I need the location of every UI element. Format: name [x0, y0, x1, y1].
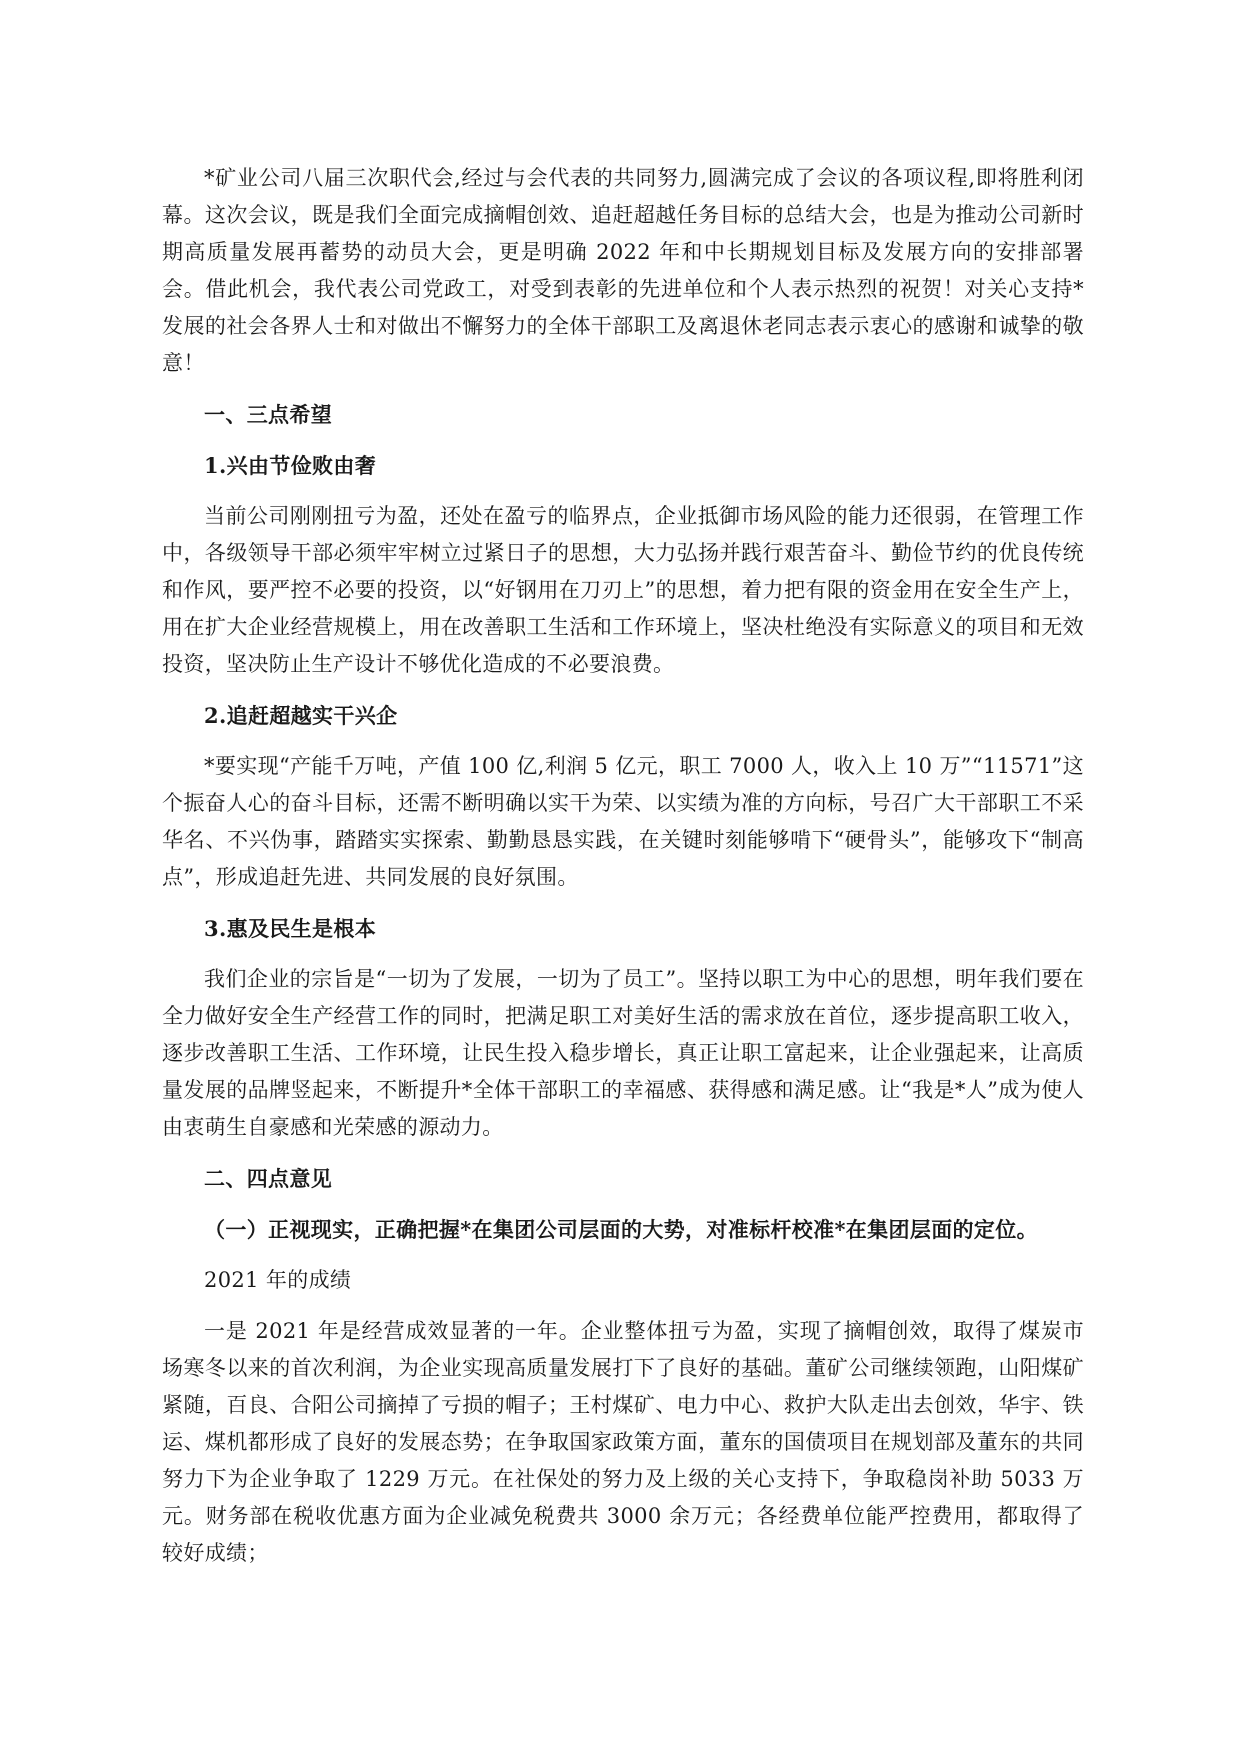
- results-label: 2021 年的成绩: [204, 1268, 352, 1292]
- item-paragraph-frugality: 当前公司刚刚扭亏为盈，还处在盈亏的临界点，企业抵御市场风险的能力还很弱，在管理工作中，各级领导干部必须牢牢树立过紧日子的思想，大力弘扬并践行艰苦奋斗、勤俭节约的优良传统和作风，要严控不必要的投资，以“好钢用在刀刃上”的思想，着力把有限的资金用在安全生产上，用在扩大企业经营规模上，用在改善职工生活和工作环境上，坚决杜绝没有实际意义的项目和无效投资，坚决防止生产设计不够优化造成的不必要浪费。: [162, 504, 1084, 676]
- item-paragraph-catch-up: *要实现“产能千万吨，产值 100 亿,利润 5 亿元，职工 7000 人，收入上 10 万”“11571”这个振奋人心的奋斗目标，还需不断明确以实干为荣、以实绩为准的方向标，号召广大干部职工不采华名、不兴伪事，踏踏实实探索、勤勤恳恳实践，在关键时刻能够啃下“硬骨头”，能够攻下“制高点”，形成追赶先进、共同发展的良好氛围。: [162, 754, 1084, 889]
- item-heading-livelihood: 3.惠及民生是根本: [204, 916, 377, 941]
- item-heading-frugality: 1.兴由节俭败由奢: [204, 453, 377, 478]
- document-page: [162, 160, 1084, 1572]
- intro-paragraph: *矿业公司八届三次职代会,经过与会代表的共同努力,圆满完成了会议的各项议程,即将胜利闭幕。这次会议，既是我们全面完成摘帽创效、追赶超越任务目标的总结大会，也是为推动公司新时期高质量发展再蓄势的动员大会，更是明确 2022 年和中长期规划目标及发展方向的安排部署会。借此机会，我代表公司党政工，对受到表彰的先进单位和个人表示热烈的祝贺！对关心支持*发展的社会各界人士和对做出不懈努力的全体干部职工及离退休老同志表示衷心的感谢和诚挚的敬意！: [162, 166, 1084, 375]
- results-paragraph: 一是 2021 年是经营成效显著的一年。企业整体扭亏为盈，实现了摘帽创效，取得了煤炭市场寒冬以来的首次利润，为企业实现高质量发展打下了良好的基础。董矿公司继续领跑，山阳煤矿紧随，百良、合阳公司摘掉了亏损的帽子；王村煤矿、电力中心、救护大队走出去创效，华宇、铁运、煤机都形成了良好的发展态势；在争取国家政策方面，董东的国债项目在规划部及董东的共同努力下为企业争取了 1229 万元。在社保处的努力及上级的关心支持下，争取稳岗补助 5033 万元。财务部在税收优惠方面为企业减免税费共 3000 余万元；各经费单位能严控费用，都取得了较好成绩；: [162, 1319, 1084, 1565]
- section-heading-three-hopes: 一、三点希望: [204, 402, 333, 427]
- item-heading-catch-up: 2.追赶超越实干兴企: [204, 703, 398, 728]
- section-heading-four-opinions: 二、四点意见: [204, 1166, 333, 1191]
- subsection-heading-face-reality: （一）正视现实，正确把握*在集团公司层面的大势，对准标杆校准*在集团层面的定位。: [204, 1217, 1038, 1242]
- item-paragraph-livelihood: 我们企业的宗旨是“一切为了发展，一切为了员工”。坚持以职工为中心的思想，明年我们要在全力做好安全生产经营工作的同时，把满足职工对美好生活的需求放在首位，逐步提高职工收入，逐步改善职工生活、工作环境，让民生投入稳步增长，真正让职工富起来，让企业强起来，让高质量发展的品牌竖起来，不断提升*全体干部职工的幸福感、获得感和满足感。让“我是*人”成为使人由衷萌生自豪感和光荣感的源动力。: [162, 967, 1084, 1139]
